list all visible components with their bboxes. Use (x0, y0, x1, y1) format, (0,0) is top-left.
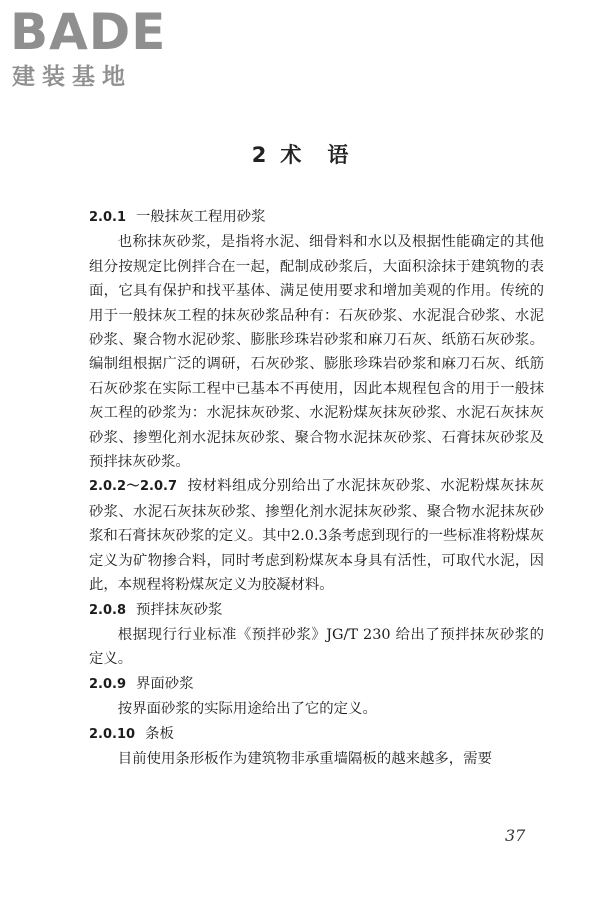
clause-title: 条板 (145, 725, 174, 742)
page-number: 37 (505, 826, 526, 845)
clause-heading-2-0-10 (89, 722, 544, 747)
clause-title: 界面砂浆 (136, 675, 194, 692)
chapter-title (0, 140, 600, 170)
clause-title: 预拌抹灰砂浆 (136, 601, 223, 618)
clause-number: 2.0.2～2.0.7 (89, 479, 177, 495)
chapter-title-part2: 语 (327, 143, 349, 167)
clause-heading-2-0-9 (89, 672, 544, 697)
clause-2-0-2-to-2-0-7 (89, 474, 544, 597)
clause-number: 2.0.9 (89, 676, 127, 692)
page-content (89, 205, 544, 771)
clause-text-2-0-8: 根据现行行业标准《预拌砂浆》JG/T 230 给出了预拌抹灰砂浆的定义。 (89, 626, 544, 668)
clause-text-2-0-9: 按界面砂浆的实际用途给出了它的定义。 (117, 701, 377, 718)
clause-text-2-0-1: 也称抹灰砂浆，是指将水泥、细骨料和水以及根据性能确定的其他组分按规定比例拌合在一起，配制成砂浆后，大面积涂抹于建筑物的表面，它具有保护和找平基体、满足使用要求和增加美观的作用。传统的用于一般抹灰工程的抹灰砂浆品种有：石灰砂浆、水泥混合砂浆、水泥砂浆、聚合物水泥砂浆、膨胀珍珠岩砂浆和麻刀石灰、纸筋石灰砂浆。编制组根据广泛的调研，石灰砂浆、膨胀珍珠岩砂浆和麻刀石灰、纸筋石灰砂浆在实际工程中已基本不再使用，因此本规程包含的用于一般抹灰工程的砂浆为：水泥抹灰砂浆、水泥粉煤灰抹灰砂浆、水泥石灰抹灰砂浆、掺塑化剂水泥抹灰砂浆、聚合物水泥抹灰砂浆、石膏抹灰砂浆及预拌抹灰砂浆。 (89, 234, 544, 471)
logo-wordmark: BADE (10, 3, 167, 61)
clause-number: 2.0.10 (89, 726, 136, 742)
clause-title: 一般抹灰工程用砂浆 (136, 209, 266, 225)
clause-text: 按材料组成分别给出了水泥抹灰砂浆、水泥粉煤灰抹灰砂浆、水泥石灰抹灰砂浆、掺塑化剂水泥抹灰砂浆、聚合物水泥抹灰砂浆和石膏抹灰砂浆的定义。其中2.0.3条考虑到现行的一些标准将粉煤灰定义为矿物掺合料，同时考虑到粉煤灰本身具有活性，可取代水泥，因此，本规程将粉煤灰定义为胶凝材料。 (89, 478, 544, 594)
chapter-title-part1: 术 (280, 143, 302, 167)
clause-heading-2-0-1 (89, 205, 544, 230)
clause-text-2-0-10: 目前使用条形板作为建筑物非承重墙隔板的越来越多，需要 (117, 750, 492, 767)
clause-heading-2-0-8 (89, 598, 544, 623)
logo-subtitle: 建装基地 (12, 64, 132, 90)
clause-number: 2.0.8 (89, 602, 127, 618)
clause-number: 2.0.1 (89, 210, 127, 225)
chapter-number: 2 (251, 143, 267, 167)
bade-logo (10, 3, 180, 96)
